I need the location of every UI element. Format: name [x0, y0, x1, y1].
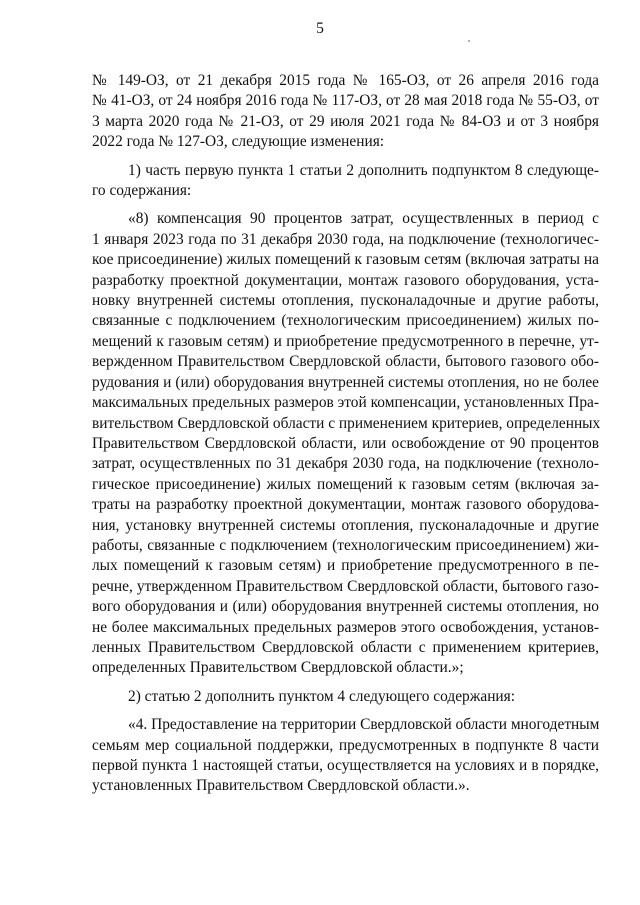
text-line: работы, связанные с подключением (технологическим присоединением) жи-	[92, 536, 599, 554]
scan-speck	[468, 40, 470, 42]
text-line: 3 марта 2020 года № 21-ОЗ, от 29 июля 2021 года № 84-ОЗ и от 3 ноября	[92, 112, 599, 130]
text-line: Правительством Свердловской области, или освобождение от 90 процентов	[92, 434, 599, 452]
paragraph-item-1	[92, 161, 599, 202]
text-line: установленных Правительством Свердловской области.».	[92, 777, 470, 795]
text-line: 2022 года № 127-ОЗ, следующие изменения:	[92, 133, 385, 151]
text-line: новку внутренней системы отопления, пусконаладочные и другие работы,	[92, 292, 599, 310]
text-line: рудования и (или) оборудования внутренней системы отопления, но не более	[92, 373, 599, 391]
document-body	[92, 71, 599, 805]
text-line: затрат, осуществленных по 31 декабря 2030 года, на подключение (техноло-	[92, 455, 599, 473]
text-line: вого оборудования и (или) оборудования внутренней системы отопления, но	[92, 598, 599, 616]
text-line: вержденном Правительством Свердловской области, бытового газового обо-	[92, 353, 599, 371]
text-line: № 149-ОЗ, от 21 декабря 2015 года № 165-ОЗ, от 26 апреля 2016 года	[92, 72, 599, 89]
paragraph-item-2	[92, 687, 599, 707]
page-number: 5	[316, 20, 324, 37]
text-line: лых помещений к газовым сетям) и приобретение предусмотренного в пе-	[92, 557, 599, 575]
paragraph-quoted-point-4	[92, 715, 599, 797]
text-line: связанные с подключением (технологическим присоединением) жилых по-	[92, 312, 599, 330]
text-line: мещений к газовым сетям) и приобретение предусмотренного в перечне, ут-	[92, 332, 599, 350]
text-line: «4. Предоставление на территории Свердловской области многодетным	[128, 716, 600, 734]
text-line: го содержания:	[92, 182, 192, 200]
text-line: траты на разработку проектной документации, монтаж газового оборудова-	[92, 496, 599, 514]
text-line: 1 января 2023 года по 31 декабря 2030 года, на подключение (технологичес-	[92, 230, 599, 248]
text-line: кое присоединение) жилых помещений к газовым сетям (включая затраты на	[92, 251, 599, 269]
text-line: семьям мер социальной поддержки, предусмотренных в подпункте 8 части	[92, 736, 599, 754]
text-line: определенных Правительством Свердловской области.»;	[92, 659, 464, 677]
text-line: первой пункта 1 настоящей статьи, осуществляется на условиях и в порядке,	[92, 757, 599, 774]
text-line: вительством Свердловской области с применением критериев, определенных	[92, 414, 601, 432]
text-line: № 41-ОЗ, от 24 ноября 2016 года № 117-ОЗ, от 28 мая 2018 года № 55-ОЗ, от	[92, 92, 599, 110]
text-line: гическое присоединение) жилых помещений к газовым сетям (включая за-	[92, 475, 599, 493]
paragraph-quoted-subparagraph-8	[92, 209, 599, 678]
text-line: ленных Правительством Свердловской области с применением критериев,	[92, 638, 599, 656]
text-line: «8) компенсация 90 процентов затрат, осуществленных в период с	[128, 210, 599, 228]
paragraph-amendment-list-continuation	[92, 71, 599, 153]
text-line: не более максимальных предельных размеров этого освобождения, установ-	[92, 618, 599, 636]
text-line: максимальных предельных размеров этой компенсации, установленных Пра-	[92, 394, 599, 412]
text-line: речне, утвержденном Правительством Свердловской области, бытового газо-	[92, 577, 599, 595]
text-line: 2) статью 2 дополнить пунктом 4 следующего содержания:	[128, 687, 516, 705]
text-line: ния, установку внутренней системы отопления, пусконаладочные и другие	[92, 516, 599, 534]
text-line: разработку проектной документации, монтаж газового оборудования, уста-	[92, 271, 599, 289]
text-line: 1) часть первую пункта 1 статьи 2 дополнить подпунктом 8 следующе-	[128, 161, 599, 179]
